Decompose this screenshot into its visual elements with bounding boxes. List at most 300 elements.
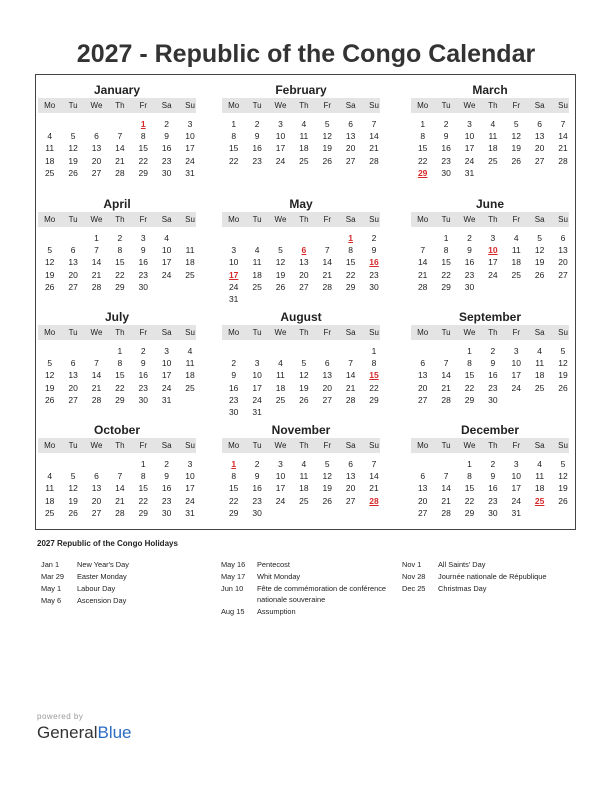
day-cell: 14 xyxy=(115,483,125,494)
day-cell: 25 xyxy=(275,394,286,405)
day-cell: 6 xyxy=(324,358,330,369)
day-cell: 10 xyxy=(161,358,172,369)
week-row xyxy=(411,118,569,130)
day-cell: 15 xyxy=(115,257,125,268)
day-cell: 21 xyxy=(115,155,125,166)
weekday-label: Sa xyxy=(161,441,172,450)
weekday-header xyxy=(38,212,196,227)
weekday-label: Su xyxy=(558,328,568,337)
day-cell: 27 xyxy=(417,394,428,405)
day-cell: 23 xyxy=(161,155,172,166)
day-cell: 17 xyxy=(252,382,262,393)
day-cell: 12 xyxy=(511,131,521,142)
day-cell: 12 xyxy=(558,471,568,482)
weekday-label: Th xyxy=(115,101,125,110)
day-cell xyxy=(411,458,434,470)
day-cell: 27 xyxy=(91,507,102,518)
day-cell xyxy=(61,118,84,130)
day-cell: 24 xyxy=(488,269,498,280)
weekday-label: We xyxy=(463,215,476,224)
weekday-label: Fr xyxy=(512,441,521,450)
day-cell: 10 xyxy=(511,471,521,482)
day-cell: 4 xyxy=(278,358,283,369)
month-name: May xyxy=(289,197,313,211)
day-cell: 9 xyxy=(140,358,146,369)
day-cell: 18 xyxy=(534,370,545,381)
weekday-label: Th xyxy=(488,441,498,450)
day-cell: 13 xyxy=(534,131,545,142)
day-cell: 19 xyxy=(68,155,78,166)
day-cell xyxy=(38,118,61,130)
day-cell: 30 xyxy=(464,281,475,292)
day-cell: 12 xyxy=(44,370,55,381)
week-row xyxy=(38,394,196,406)
day-cell: 5 xyxy=(537,233,543,243)
day-cell xyxy=(316,507,339,519)
day-cell: 21 xyxy=(345,382,356,393)
day-cell: 1 xyxy=(140,459,146,469)
weekday-label: We xyxy=(463,328,476,337)
day-cell: 29 xyxy=(464,507,475,518)
day-cell: 4 xyxy=(301,119,307,129)
month-name: February xyxy=(275,83,327,97)
day-cell: 5 xyxy=(70,131,76,142)
day-cell: 2 xyxy=(490,459,496,469)
day-cell: 17 xyxy=(275,483,286,494)
day-grid xyxy=(38,345,196,406)
weekday-label: Su xyxy=(558,215,568,224)
day-cell: 30 xyxy=(488,394,498,405)
day-cell: 24 xyxy=(511,495,521,506)
day-cell: 27 xyxy=(91,167,102,178)
day-cell xyxy=(245,345,268,357)
day-cell: 21 xyxy=(91,382,102,393)
day-cell xyxy=(108,118,131,130)
month-name: July xyxy=(104,310,129,324)
day-cell: 26 xyxy=(534,269,545,280)
weekday-header xyxy=(411,325,569,340)
day-cell: 5 xyxy=(513,119,519,129)
day-cell: 25 xyxy=(299,495,309,506)
day-cell: 8 xyxy=(117,245,123,256)
day-cell: 2 xyxy=(490,346,496,356)
holiday-name: Pentecost xyxy=(257,560,290,569)
day-cell: 14 xyxy=(322,257,332,268)
weekday-label: Sa xyxy=(534,441,545,450)
day-cell: 6 xyxy=(560,233,566,243)
day-grid xyxy=(38,118,196,179)
holiday-item xyxy=(221,606,397,618)
day-cell: 21 xyxy=(369,483,379,494)
logo-text xyxy=(37,723,132,743)
day-cell: 2 xyxy=(443,119,449,129)
weekday-label: Su xyxy=(369,441,379,450)
week-row xyxy=(38,142,196,154)
week-row xyxy=(411,507,569,519)
day-cell: 30 xyxy=(441,167,451,178)
day-cell: 22 xyxy=(138,495,148,506)
week-row xyxy=(411,244,569,256)
week-row xyxy=(38,482,196,494)
day-cell: 6 xyxy=(301,245,307,256)
day-cell: 5 xyxy=(47,245,53,256)
day-cell: 3 xyxy=(467,119,472,129)
day-cell: 31 xyxy=(464,167,475,178)
day-cell: 16 xyxy=(228,382,239,393)
day-cell: 30 xyxy=(138,394,148,405)
day-cell: 28 xyxy=(369,495,379,506)
week-row xyxy=(411,369,569,381)
day-cell: 3 xyxy=(140,233,146,243)
day-cell: 22 xyxy=(115,382,125,393)
day-cell: 23 xyxy=(441,155,451,166)
week-row xyxy=(222,357,380,369)
weekday-header xyxy=(222,212,380,227)
weekday-label: Th xyxy=(299,215,309,224)
month-june xyxy=(411,196,569,293)
day-cell: 8 xyxy=(467,358,472,369)
day-cell: 13 xyxy=(417,483,428,494)
day-cell: 1 xyxy=(231,459,237,469)
day-cell: 17 xyxy=(185,143,195,154)
day-cell xyxy=(155,281,178,293)
holiday-item xyxy=(41,559,207,571)
holiday-item xyxy=(402,583,568,595)
day-cell: 10 xyxy=(228,257,239,268)
weekday-label: Fr xyxy=(323,215,332,224)
holiday-date: Aug 15 xyxy=(221,607,245,616)
weekday-label: Su xyxy=(185,328,195,337)
day-cell: 17 xyxy=(511,483,521,494)
day-cell: 20 xyxy=(299,269,309,280)
day-cell: 13 xyxy=(68,257,78,268)
holiday-name: New Year's Day xyxy=(77,560,129,569)
day-cell xyxy=(362,406,385,418)
week-row xyxy=(411,155,569,167)
week-row xyxy=(38,244,196,256)
day-cell: 27 xyxy=(558,269,568,280)
day-cell: 25 xyxy=(44,507,55,518)
day-cell: 29 xyxy=(345,281,356,292)
day-cell: 23 xyxy=(252,155,262,166)
day-cell: 24 xyxy=(185,155,195,166)
day-cell: 28 xyxy=(558,155,568,166)
week-row xyxy=(38,269,196,281)
month-february xyxy=(222,82,380,167)
day-cell xyxy=(528,394,551,406)
weekday-label: Sa xyxy=(345,215,356,224)
day-cell: 22 xyxy=(369,382,379,393)
powered-by-text: powered by xyxy=(37,712,84,721)
weekday-label: Tu xyxy=(441,328,451,337)
day-cell: 2 xyxy=(140,346,146,356)
day-cell xyxy=(528,507,551,519)
day-cell: 19 xyxy=(275,269,286,280)
day-cell: 13 xyxy=(91,143,102,154)
day-cell: 24 xyxy=(161,382,172,393)
day-cell: 20 xyxy=(534,143,545,154)
holiday-name: Assumption xyxy=(257,607,296,616)
day-cell: 24 xyxy=(161,269,172,280)
day-cell: 23 xyxy=(138,382,148,393)
week-row xyxy=(222,293,380,305)
day-cell xyxy=(292,345,315,357)
weekday-label: Mo xyxy=(228,328,240,337)
day-cell xyxy=(362,507,385,519)
holiday-name: Easter Monday xyxy=(77,572,127,581)
day-cell: 6 xyxy=(70,245,76,256)
day-cell: 21 xyxy=(441,382,451,393)
day-cell: 14 xyxy=(369,131,379,142)
day-cell: 10 xyxy=(161,245,172,256)
brand-logo xyxy=(37,712,132,743)
day-cell xyxy=(85,118,108,130)
day-cell: 15 xyxy=(464,370,475,381)
day-grid xyxy=(411,232,569,293)
weekday-label: Th xyxy=(299,101,309,110)
day-cell: 4 xyxy=(254,245,260,256)
day-cell: 26 xyxy=(322,495,332,506)
month-name: November xyxy=(271,423,331,437)
weekday-label: Th xyxy=(115,328,125,337)
day-cell: 30 xyxy=(228,406,239,417)
day-cell: 3 xyxy=(254,358,260,369)
day-cell: 25 xyxy=(252,281,262,292)
day-cell: 16 xyxy=(138,370,148,381)
day-cell: 17 xyxy=(511,370,521,381)
day-grid xyxy=(222,345,380,418)
weekday-label: Sa xyxy=(161,101,172,110)
week-row xyxy=(222,495,380,507)
day-cell: 1 xyxy=(443,233,449,243)
holiday-name: Whit Monday xyxy=(257,572,301,581)
day-cell: 14 xyxy=(441,483,451,494)
day-cell: 10 xyxy=(511,358,521,369)
day-cell: 21 xyxy=(91,269,102,280)
day-cell: 29 xyxy=(441,281,451,292)
week-row xyxy=(38,470,196,482)
day-cell xyxy=(292,507,315,519)
day-cell: 12 xyxy=(534,245,545,256)
day-cell: 6 xyxy=(70,358,76,369)
day-cell: 4 xyxy=(490,119,496,129)
weekday-label: Su xyxy=(369,215,379,224)
day-cell: 1 xyxy=(231,119,237,129)
day-cell: 26 xyxy=(68,507,78,518)
week-row xyxy=(222,118,380,130)
day-cell: 22 xyxy=(345,269,356,280)
day-cell: 30 xyxy=(138,281,148,292)
week-row xyxy=(38,155,196,167)
day-cell: 12 xyxy=(275,257,286,268)
day-cell xyxy=(551,394,574,406)
weekday-label: Sa xyxy=(345,441,356,450)
weekday-label: Fr xyxy=(323,328,332,337)
weekday-label: We xyxy=(274,101,287,110)
holiday-column xyxy=(41,559,207,607)
weekday-label: Fr xyxy=(139,441,148,450)
week-row xyxy=(411,269,569,281)
day-cell: 18 xyxy=(488,143,498,154)
month-november xyxy=(222,422,380,519)
holiday-item xyxy=(402,571,568,583)
day-cell: 21 xyxy=(115,495,125,506)
page-title: 2027 - Republic of the Congo Calendar xyxy=(76,40,536,68)
weekday-label: Tu xyxy=(441,215,451,224)
weekday-label: Tu xyxy=(68,441,78,450)
day-cell: 4 xyxy=(537,459,543,469)
day-cell: 15 xyxy=(417,143,428,154)
day-cell: 17 xyxy=(488,257,498,268)
weekday-label: Fr xyxy=(139,215,148,224)
day-cell: 3 xyxy=(513,459,519,469)
holiday-column xyxy=(402,559,568,595)
day-grid xyxy=(222,118,380,167)
holiday-item xyxy=(402,559,568,571)
month-name: April xyxy=(103,197,131,211)
weekday-label: Tu xyxy=(441,441,451,450)
month-name: June xyxy=(475,197,504,211)
day-cell: 16 xyxy=(369,257,379,268)
holiday-date: Dec 25 xyxy=(402,584,426,593)
day-cell: 29 xyxy=(115,281,125,292)
day-cell: 29 xyxy=(417,167,428,178)
day-cell: 25 xyxy=(185,382,195,393)
day-cell xyxy=(61,232,84,244)
weekday-label: We xyxy=(90,215,103,224)
day-cell: 5 xyxy=(70,471,76,482)
day-cell xyxy=(292,232,315,244)
day-cell: 8 xyxy=(140,131,146,142)
day-cell: 6 xyxy=(94,131,99,142)
day-cell: 26 xyxy=(299,394,309,405)
weekday-label: We xyxy=(274,328,287,337)
day-cell: 24 xyxy=(464,155,475,166)
day-cell: 13 xyxy=(322,370,332,381)
weekday-label: Mo xyxy=(44,441,56,450)
holiday-date: May 1 xyxy=(41,584,62,593)
day-cell: 21 xyxy=(322,269,332,280)
day-cell xyxy=(269,293,292,305)
day-cell: 24 xyxy=(185,495,195,506)
day-cell: 27 xyxy=(299,281,309,292)
week-row xyxy=(411,458,569,470)
day-cell xyxy=(339,345,362,357)
day-cell xyxy=(316,345,339,357)
logo-general: General xyxy=(37,723,98,742)
weekday-label: Tu xyxy=(68,101,78,110)
day-cell: 24 xyxy=(275,495,286,506)
day-cell: 28 xyxy=(417,281,428,292)
day-cell xyxy=(316,293,339,305)
day-cell: 5 xyxy=(47,358,53,369)
day-cell: 22 xyxy=(138,155,148,166)
weekday-header xyxy=(411,212,569,227)
day-cell: 14 xyxy=(417,257,428,268)
day-cell xyxy=(339,406,362,418)
holiday-date: May 16 xyxy=(221,560,246,569)
day-cell: 24 xyxy=(275,155,286,166)
weekday-label: Sa xyxy=(534,215,545,224)
day-cell xyxy=(292,406,315,418)
day-cell xyxy=(316,232,339,244)
weekday-header xyxy=(38,438,196,453)
week-row xyxy=(222,142,380,154)
holiday-column xyxy=(221,559,397,618)
weekday-label: Th xyxy=(488,328,498,337)
day-cell: 31 xyxy=(185,507,195,518)
day-cell: 30 xyxy=(252,507,262,518)
day-cell: 25 xyxy=(185,269,195,280)
month-name: August xyxy=(280,310,322,324)
day-cell: 1 xyxy=(420,119,426,129)
day-cell: 18 xyxy=(252,269,262,280)
day-cell: 27 xyxy=(417,507,428,518)
day-cell: 9 xyxy=(371,245,377,256)
day-cell: 9 xyxy=(231,370,237,381)
day-cell: 25 xyxy=(488,155,498,166)
month-march xyxy=(411,82,569,179)
day-grid xyxy=(38,458,196,519)
day-cell: 11 xyxy=(488,131,498,142)
month-may xyxy=(222,196,380,305)
day-cell: 15 xyxy=(138,483,148,494)
day-cell: 29 xyxy=(464,394,475,405)
week-row xyxy=(222,382,380,394)
day-cell xyxy=(505,281,528,293)
weekday-header xyxy=(222,98,380,113)
day-cell: 7 xyxy=(420,245,426,256)
day-cell: 31 xyxy=(511,507,521,518)
weekday-label: Tu xyxy=(68,328,78,337)
day-cell xyxy=(38,232,61,244)
holiday-item xyxy=(41,583,207,595)
week-row xyxy=(222,345,380,357)
day-cell: 6 xyxy=(420,358,426,369)
day-cell xyxy=(292,293,315,305)
weekday-label: Mo xyxy=(228,215,240,224)
day-cell: 8 xyxy=(348,245,354,256)
month-name: September xyxy=(458,310,522,324)
week-row xyxy=(222,369,380,381)
day-cell: 7 xyxy=(117,131,123,142)
weekday-label: Su xyxy=(558,101,568,110)
day-grid xyxy=(411,458,569,519)
holiday-name: All Saints' Day xyxy=(438,560,486,569)
day-cell: 26 xyxy=(44,281,55,292)
weekday-label: Su xyxy=(558,441,568,450)
weekday-label: We xyxy=(90,441,103,450)
month-october xyxy=(38,422,196,519)
day-cell: 9 xyxy=(254,131,260,142)
holiday-item xyxy=(221,559,397,571)
week-row xyxy=(38,130,196,142)
day-cell: 23 xyxy=(369,269,379,280)
day-cell: 1 xyxy=(94,233,99,243)
day-cell: 23 xyxy=(252,495,262,506)
day-cell: 21 xyxy=(369,143,379,154)
day-cell: 22 xyxy=(115,269,125,280)
week-row xyxy=(411,256,569,268)
day-cell: 28 xyxy=(91,281,102,292)
day-cell: 8 xyxy=(140,471,146,482)
day-cell: 25 xyxy=(299,155,309,166)
week-row xyxy=(222,394,380,406)
day-cell: 26 xyxy=(511,155,521,166)
holiday-date: Mar 29 xyxy=(41,572,65,581)
day-cell: 18 xyxy=(299,143,309,154)
weekday-label: Mo xyxy=(44,328,56,337)
